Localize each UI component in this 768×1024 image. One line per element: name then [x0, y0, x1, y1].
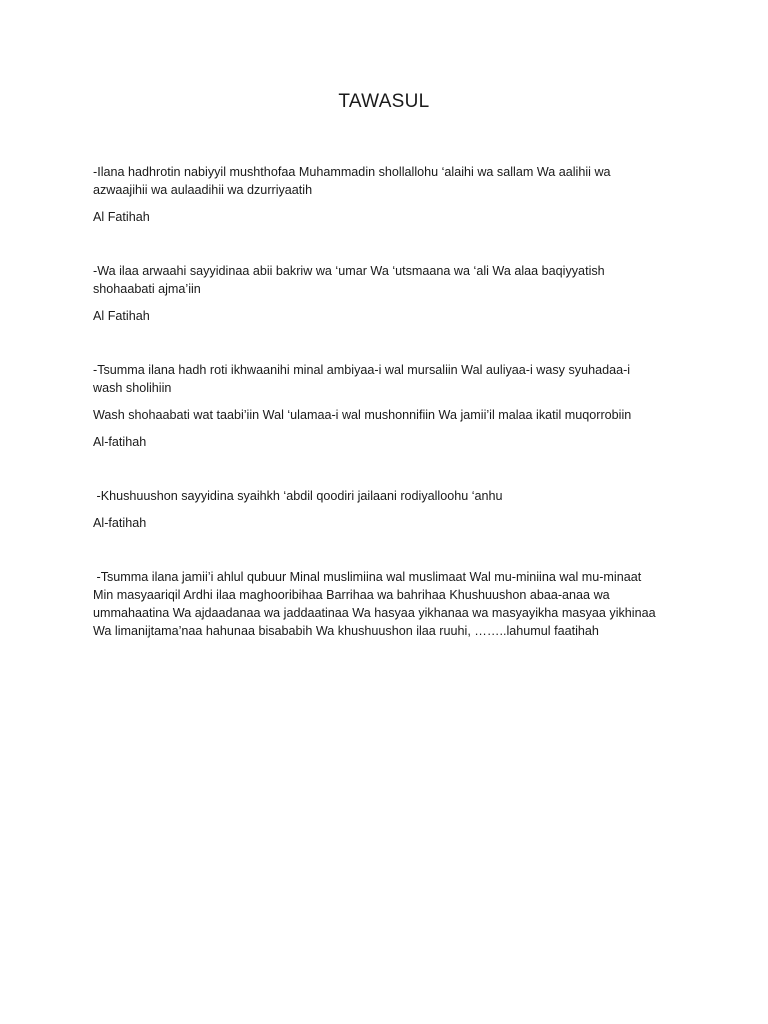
paragraph-line: Min masyaariqil Ardhi ilaa maghooribihaa Barrihaa wa bahrihaa Khushuushon abaa-anaa wa — [93, 588, 610, 602]
tawasul-section-1 — [93, 163, 683, 226]
paragraph-line: Wa limanijtama’naa hahunaa bisababih Wa khushuushon ilaa ruuhi, ……..lahumul faatihah — [93, 624, 599, 638]
paragraph-line: azwaajihii wa aulaadihii wa dzurriyaatih — [93, 183, 313, 197]
fatihah-line: Al Fatihah — [93, 210, 150, 224]
paragraph-line: -Khushuushon sayyidina syaihkh ‘abdil qoodiri jailaani rodiyalloohu ‘anhu — [93, 489, 503, 503]
fatihah-line: Al-fatihah — [93, 516, 147, 530]
paragraph-line: shohaabati ajma’iin — [93, 282, 201, 296]
fatihah-line: Al Fatihah — [93, 309, 150, 323]
document-title: TAWASUL — [338, 91, 430, 112]
tawasul-section-4 — [93, 487, 683, 532]
paragraph-line: wash sholihiin — [93, 381, 172, 395]
paragraph-line: -Ilana hadhrotin nabiyyil mushthofaa Muhammadin shollallohu ‘alaihi wa sallam Wa aalihii wa — [93, 165, 611, 179]
tawasul-section-5 — [93, 568, 683, 640]
paragraph-line: ummahaatina Wa ajdaadanaa wa jaddaatinaa Wa hasyaa yikhanaa wa masyayikha masyaa yikhinaa — [93, 606, 656, 620]
paragraph-line: Wash shohaabati wat taabi’iin Wal ‘ulamaa-i wal mushonnifiin Wa jamii’il malaa ikatil muqorrobiin — [93, 408, 632, 422]
tawasul-section-3 — [93, 361, 683, 451]
paragraph-line: -Tsumma ilana hadh roti ikhwaanihi minal ambiyaa-i wal mursaliin Wal auliyaa-i wasy syuhadaa-i — [93, 363, 631, 377]
document-body — [93, 163, 683, 640]
fatihah-line: Al-fatihah — [93, 435, 147, 449]
tawasul-section-2 — [93, 262, 683, 325]
paragraph-line: -Wa ilaa arwaahi sayyidinaa abii bakriw wa ‘umar Wa ‘utsmaana wa ‘ali Wa alaa baqiyyatish — [93, 264, 605, 278]
paragraph-line: -Tsumma ilana jamii’i ahlul qubuur Minal muslimiina wal muslimaat Wal mu-miniina wal mu-minaat — [93, 570, 642, 584]
